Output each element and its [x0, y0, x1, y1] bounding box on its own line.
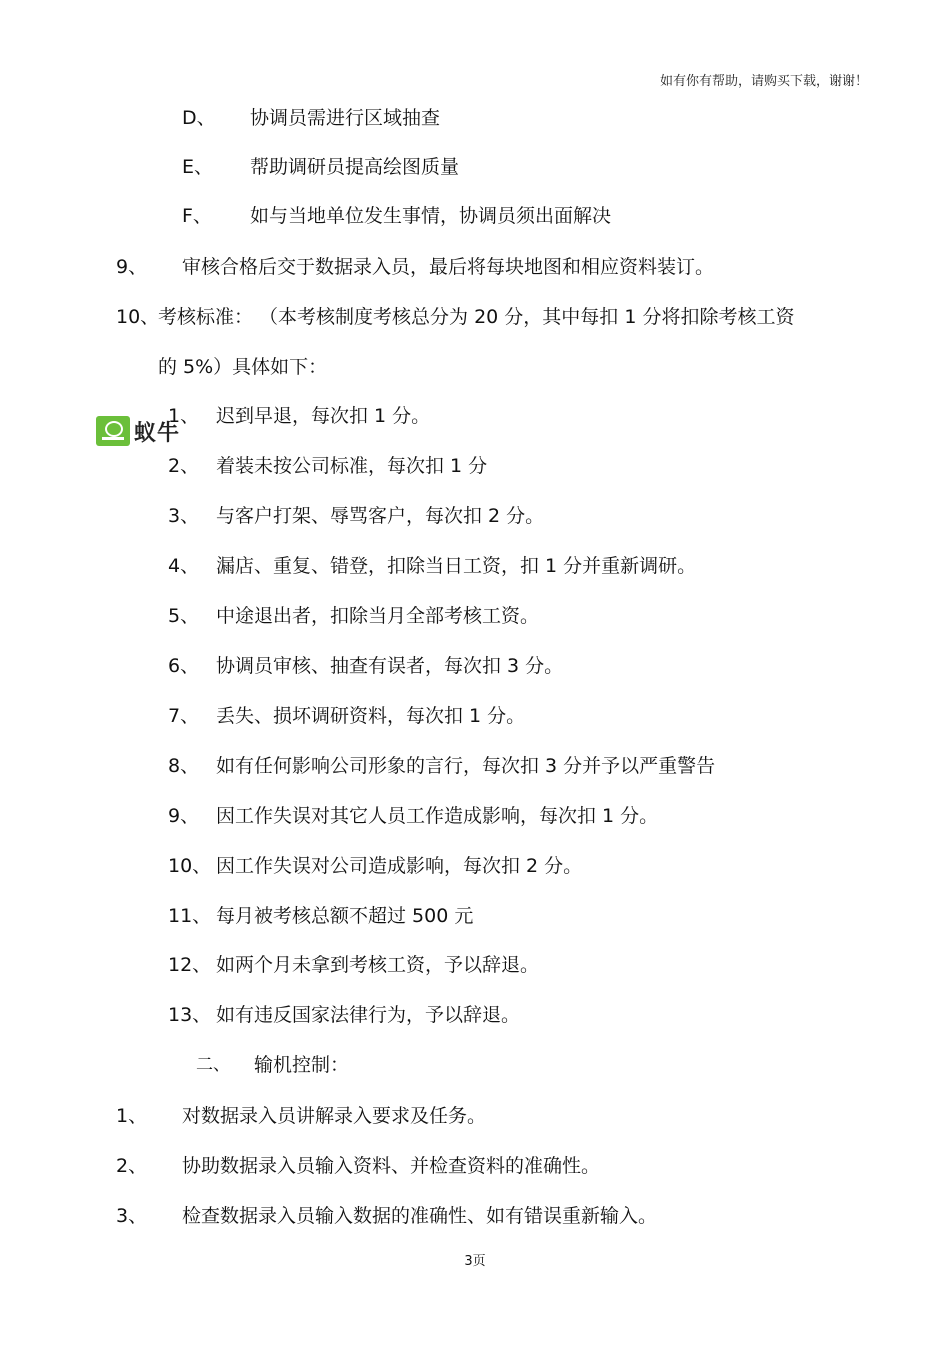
rule-text: 中途退出者，扣除当月全部考核工资。: [216, 605, 540, 627]
rule-number: 8、: [168, 755, 200, 777]
page-number: 3页: [464, 1254, 486, 1269]
rule-number: 9、: [168, 805, 200, 827]
list-item-number: 9、: [116, 256, 148, 278]
rule-text: 着装未按公司标准，每次扣 1 分: [216, 455, 488, 477]
list-item-number: 2、: [116, 1155, 148, 1177]
list-item-text: 对数据录入员讲解录入要求及任务。: [182, 1105, 487, 1127]
rule-text: 漏店、重复、错登，扣除当日工资，扣 1 分并重新调研。: [216, 555, 697, 577]
rule-text: 如有任何影响公司形象的言行，每次扣 3 分并予以严重警告: [216, 755, 716, 777]
sub-item-text: 协调员需进行区域抽查: [250, 107, 441, 129]
list-item-text: 审核合格后交于数据录入员，最后将每块地图和相应资料装订。: [182, 256, 715, 278]
rule-number: 6、: [168, 655, 200, 677]
logo-text: 蚁牛: [134, 420, 181, 446]
sub-item-text: 帮助调研员提高绘图质量: [250, 156, 460, 178]
sub-item-label: F、: [182, 205, 212, 227]
rule-number: 10、: [168, 855, 212, 877]
rule-text: 与客户打架、辱骂客户，每次扣 2 分。: [216, 505, 545, 527]
list-item-number: 1、: [116, 1105, 148, 1127]
rule-number: 5、: [168, 605, 200, 627]
rule-text: 丢失、损坏调研资料，每次扣 1 分。: [216, 705, 526, 727]
rule-number: 13、: [168, 1004, 212, 1026]
list-item-text: 协助数据录入员输入资料、并检查资料的准确性。: [182, 1155, 601, 1177]
rule-text: 迟到早退，每次扣 1 分。: [216, 405, 431, 427]
rule-text: 因工作失误对其它人员工作造成影响，每次扣 1 分。: [216, 805, 659, 827]
rule-number: 11、: [168, 905, 212, 927]
logo-icon: [96, 416, 130, 446]
list-item-text: 考核标准： （本考核制度考核总分为 20 分，其中每扣 1 分将扣除考核工资: [158, 306, 795, 328]
rule-number: 2、: [168, 455, 200, 477]
section-title: 输机控制：: [254, 1054, 350, 1076]
rule-text: 协调员审核、抽查有误者，每次扣 3 分。: [216, 655, 564, 677]
list-item-number: 3、: [116, 1205, 148, 1227]
rule-number: 12、: [168, 954, 212, 976]
list-item-number: 10、: [116, 306, 160, 328]
rule-text: 每月被考核总额不超过 500 元: [216, 905, 474, 927]
rule-number: 3、: [168, 505, 200, 527]
rule-number: 7、: [168, 705, 200, 727]
rule-text: 如两个月未拿到考核工资，予以辞退。: [216, 954, 540, 976]
list-item-text: 检查数据录入员输入数据的准确性、如有错误重新输入。: [182, 1205, 658, 1227]
sub-item-text: 如与当地单位发生事情，协调员须出面解决: [250, 205, 612, 227]
rule-number: 1、: [168, 405, 200, 427]
rule-text: 如有违反国家法律行为，予以辞退。: [216, 1004, 521, 1026]
sub-item-label: D、: [182, 107, 216, 129]
sub-item-label: E、: [182, 156, 214, 178]
page-header-note: 如有你有帮助，请购买下载，谢谢！: [659, 74, 868, 89]
rule-text: 因工作失误对公司造成影响，每次扣 2 分。: [216, 855, 583, 877]
list-item-text: 的 5%）具体如下：: [158, 356, 328, 378]
rule-number: 4、: [168, 555, 200, 577]
section-number: 二、: [196, 1055, 230, 1075]
